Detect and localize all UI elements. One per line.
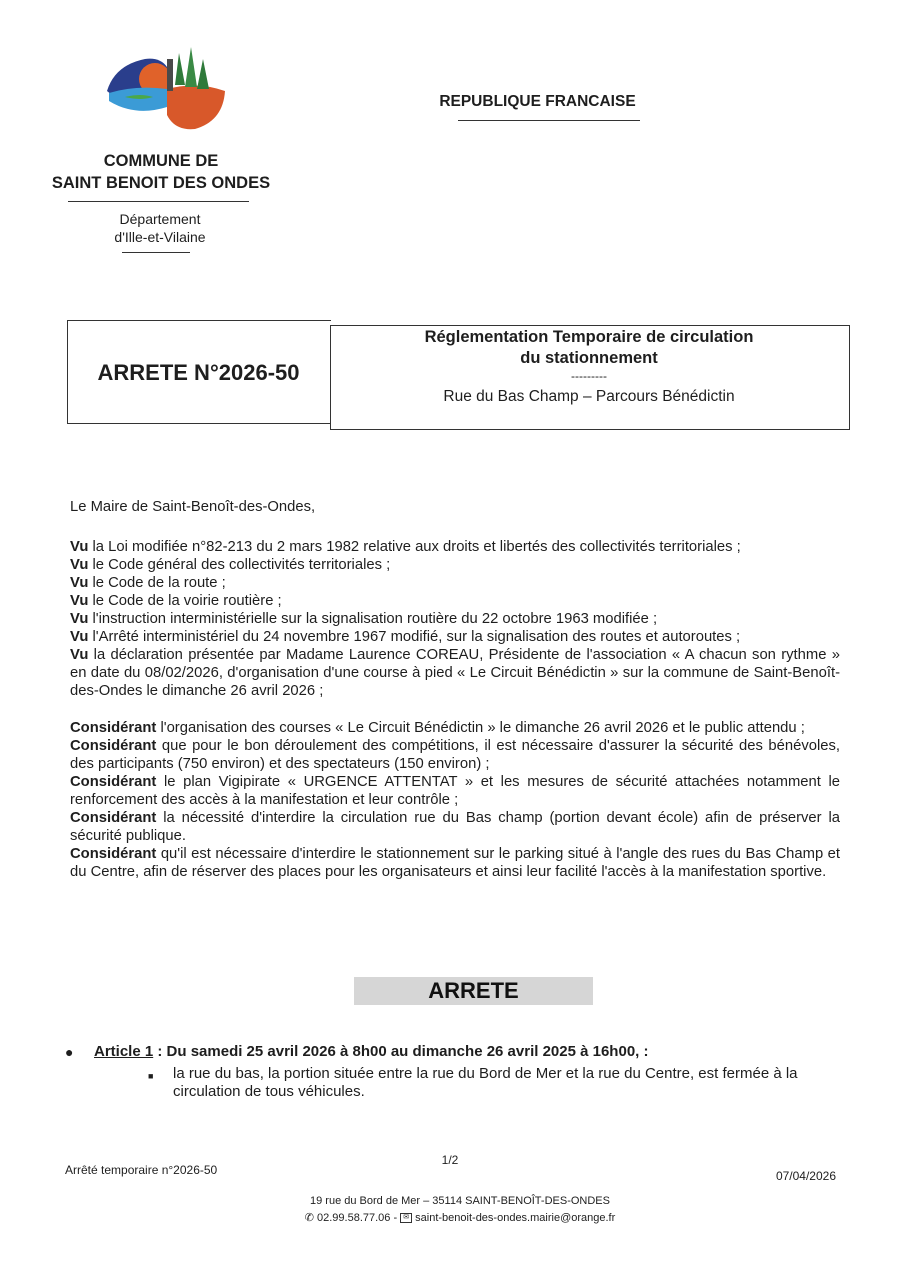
divider — [68, 201, 249, 202]
vu-item: Vu la Loi modifiée n°82-213 du 2 mars 1982 relative aux droits et libertés des collectivités territoriales ; — [70, 539, 741, 555]
article-1-heading — [94, 1043, 649, 1061]
phone-icon: ✆ — [304, 1212, 314, 1224]
arrete-number: ARRETE N°2026-50 — [97, 360, 300, 385]
commune-name — [40, 150, 282, 194]
commune-line-2: SAINT BENOIT DES ONDES — [51, 174, 271, 192]
vu-section — [70, 538, 840, 700]
regulation-title-line-1: Réglementation Temporaire de circulation — [424, 328, 754, 346]
footer-reference: Arrêté temporaire n°2026-50 — [65, 1163, 218, 1177]
considerant-section — [70, 719, 840, 881]
article-dates: : Du samedi 25 avril 2026 à 8h00 au dimanche 26 avril 2025 à 16h00, : — [157, 1043, 649, 1060]
considerant-item: Considérant que pour le bon déroulement des compétitions, il est nécessaire d'assurer la sécurité des bénévoles, des participants (750 environ) et des spectateurs (150 environ) ; — [70, 738, 840, 772]
footer-phone: 02.99.58.77.06 — [317, 1212, 391, 1224]
article-label: Article 1 — [94, 1043, 154, 1060]
vu-item: Vu la déclaration présentée par Madame Laurence COREAU, Présidente de l'association « A chacun son rythme » en date du 08/02/2026, d'organisation d'une course à pied « Le Circuit Bénédictin » sur la commune de Saint-Benoît-des-Ondes le dimanche 26 avril 2026 ; — [70, 647, 840, 699]
article-1-item: la rue du bas, la portion située entre la rue du Bord de Mer et la rue du Centre, est fermée à la circulation de tous véhicules. — [173, 1065, 798, 1100]
body-text — [70, 498, 840, 881]
vu-item: Vu l'instruction interministérielle sur la signalisation routière du 22 octobre 1963 modifiée ; — [70, 611, 658, 627]
regulation-title — [330, 327, 848, 369]
footer-contact — [200, 1211, 720, 1224]
footer-date: 07/04/2026 — [775, 1169, 836, 1183]
considerant-item: Considérant l'organisation des courses « Le Circuit Bénédictin » le dimanche 26 avril 2026 et le public attendu ; — [70, 720, 805, 736]
divider — [122, 252, 190, 253]
divider — [458, 120, 640, 121]
bullet-icon: ● — [65, 1044, 74, 1060]
page-number: 1/2 — [441, 1153, 459, 1167]
footer-address: 19 rue du Bord de Mer – 35114 SAINT-BENOÎT-DES-ONDES — [310, 1195, 610, 1207]
title-separator: --------- — [571, 369, 607, 383]
vu-item: Vu le Code de la route ; — [70, 575, 226, 591]
commune-logo — [105, 45, 227, 133]
department-line-1: Département — [119, 211, 201, 227]
department — [60, 210, 260, 246]
vu-item: Vu le Code général des collectivités territoriales ; — [70, 557, 391, 573]
square-bullet-icon: ■ — [148, 1071, 154, 1081]
separator: - — [393, 1212, 401, 1224]
footer-email: saint-benoit-des-ondes.mairie@orange.fr — [415, 1212, 616, 1224]
considerant-item: Considérant qu'il est nécessaire d'interdire le stationnement sur le parking situé à l'angle des rues du Bas Champ et du Centre, afin de réserver des places pour les organisateurs et ainsi leur facilité l'accès à la manifestation sportive. — [70, 846, 840, 880]
mayor-line: Le Maire de Saint-Benoît-des-Ondes, — [70, 499, 316, 515]
vu-item: Vu le Code de la voirie routière ; — [70, 593, 282, 609]
considerant-item: Considérant le plan Vigipirate « URGENCE ATTENTAT » et les mesures de sécurité attachées notamment le renforcement des accès à la manifestation et leur contrôle ; — [70, 774, 840, 808]
commune-line-1: COMMUNE DE — [103, 152, 219, 170]
republic-title: REPUBLIQUE FRANCAISE — [439, 93, 636, 110]
arrete-banner: ARRETE — [354, 977, 593, 1005]
vu-item: Vu l'Arrêté interministériel du 24 novembre 1967 modifié, sur la signalisation des routes et autoroutes ; — [70, 629, 741, 645]
regulation-location: Rue du Bas Champ – Parcours Bénédictin — [443, 388, 735, 405]
considerant-item: Considérant la nécessité d'interdire la circulation rue du Bas champ (portion devant école) afin de préserver la sécurité publique. — [70, 810, 840, 844]
fax-icon: ✉ — [400, 1213, 412, 1223]
regulation-title-line-2: du stationnement — [520, 349, 658, 367]
department-line-2: d'Ille-et-Vilaine — [114, 229, 206, 245]
